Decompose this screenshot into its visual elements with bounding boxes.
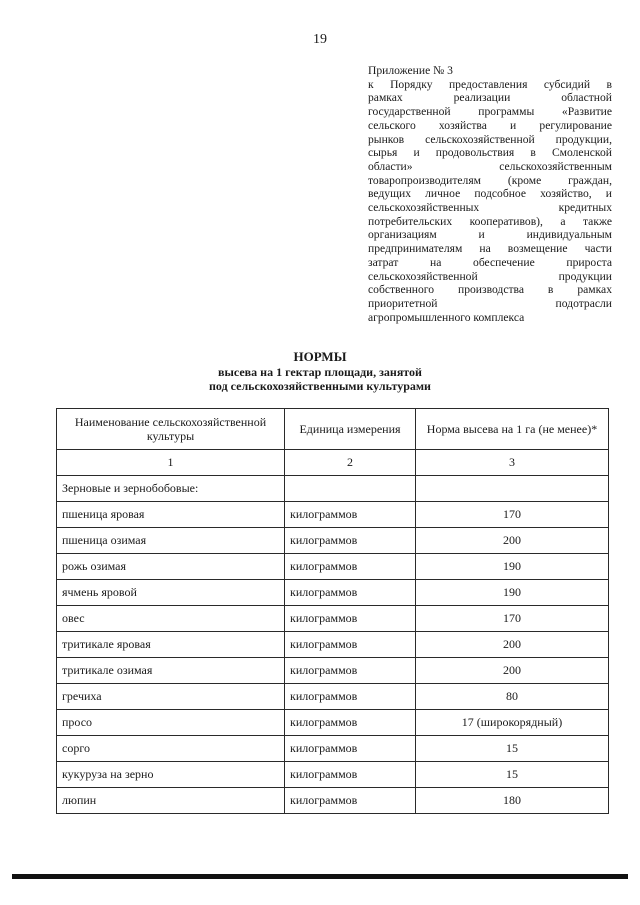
appendix-line: Приложение № 3 [368, 64, 453, 77]
appendix-word: подсобное [474, 187, 527, 201]
unit-cell: килограммов [285, 528, 416, 554]
table-row [57, 606, 609, 632]
unit-cell: килограммов [285, 606, 416, 632]
crop-name-cell: пшеница яровая [57, 502, 285, 528]
unit-cell: килограммов [285, 632, 416, 658]
appendix-word: предпринимателям [368, 242, 463, 256]
appendix-line [368, 105, 612, 119]
norm-cell: 190 [416, 580, 609, 606]
header-norm: Норма высева на 1 га (не менее)* [416, 409, 609, 450]
appendix-word: прироста [566, 255, 612, 269]
appendix-word: программы [478, 105, 535, 119]
appendix-word: производства [457, 283, 525, 297]
appendix-word: личное [425, 187, 461, 201]
document-title [0, 350, 640, 394]
crop-name-cell: тритикале озимая [57, 658, 285, 684]
norm-cell: 15 [416, 736, 609, 762]
header-crop-name: Наименование сельскохозяйственной культуры [57, 409, 285, 450]
appendix-line [368, 297, 612, 311]
crop-name-cell: люпин [57, 788, 285, 814]
appendix-line [368, 228, 612, 242]
appendix-word: предоставления [448, 77, 528, 91]
unit-cell: килограммов [285, 502, 416, 528]
appendix-word: области» [368, 159, 413, 173]
appendix-word: а [560, 214, 566, 228]
appendix-word: к [368, 77, 374, 91]
empty-cell [285, 476, 416, 502]
column-number-row [57, 450, 609, 476]
title-main: НОРМЫ [293, 349, 347, 364]
group-label: Зерновые и зернобобовые: [57, 476, 285, 502]
crop-name-cell: пшеница озимая [57, 528, 285, 554]
unit-cell: килограммов [285, 658, 416, 684]
appendix-word: сельскохозяйственной [368, 269, 478, 283]
appendix-word: товаропроизводителям [368, 173, 481, 187]
norm-cell: 170 [416, 502, 609, 528]
unit-cell: килограммов [285, 684, 416, 710]
appendix-word: граждан, [568, 173, 612, 187]
appendix-word: продовольствия [435, 146, 515, 160]
norm-cell: 180 [416, 788, 609, 814]
norm-cell: 80 [416, 684, 609, 710]
norm-cell: 200 [416, 632, 609, 658]
group-row [57, 476, 609, 502]
appendix-word: также [582, 214, 612, 228]
appendix-line [368, 187, 612, 201]
norm-cell: 17 (широкорядный) [416, 710, 609, 736]
appendix-word: затрат [368, 255, 399, 269]
appendix-line [368, 270, 612, 284]
crop-name-cell: гречиха [57, 684, 285, 710]
table-row [57, 736, 609, 762]
unit-cell: килограммов [285, 580, 416, 606]
table-row [57, 684, 609, 710]
appendix-line [368, 119, 612, 133]
appendix-word: рамках [368, 91, 403, 105]
appendix-word: возмещение [507, 242, 568, 256]
appendix-line [368, 215, 612, 229]
title-line-2: высева на 1 гектар площади, занятой [218, 364, 422, 379]
table-row [57, 788, 609, 814]
appendix-word: индивидуальным [526, 228, 612, 242]
appendix-word: сельскохозяйственной [425, 132, 535, 146]
appendix-word: собственного [368, 283, 435, 297]
appendix-line [368, 256, 612, 270]
column-number: 1 [57, 450, 285, 476]
appendix-word: регулирование [539, 118, 612, 132]
table-row [57, 632, 609, 658]
appendix-word: субсидий [543, 77, 591, 91]
unit-cell: килограммов [285, 788, 416, 814]
appendix-word: (кроме [507, 173, 542, 187]
appendix-word: сельскохозяйственных [368, 201, 480, 215]
appendix-word: государственной [368, 105, 451, 119]
title-line-3: под сельскохозяйственными культурами [209, 379, 431, 393]
table-header-row [57, 409, 609, 450]
empty-cell [416, 476, 609, 502]
crop-name-cell: ячмень яровой [57, 580, 285, 606]
appendix-note [368, 64, 612, 324]
norms-table [56, 408, 609, 814]
appendix-word: организациям [368, 228, 437, 242]
appendix-word: на [479, 242, 491, 256]
appendix-line [368, 201, 612, 215]
page-number: 19 [313, 32, 327, 47]
appendix-line [368, 242, 612, 256]
appendix-word: обеспечение [473, 255, 535, 269]
appendix-word: в [606, 77, 612, 91]
appendix-word: кредитных [558, 201, 612, 215]
table-row [57, 762, 609, 788]
appendix-word: реализации [453, 91, 511, 105]
appendix-line [368, 174, 612, 188]
crop-name-cell: овес [57, 606, 285, 632]
appendix-line: агропромышленного комплекса [368, 310, 525, 324]
appendix-word: сырья [368, 146, 398, 160]
column-number: 3 [416, 450, 609, 476]
column-number: 2 [285, 450, 416, 476]
bottom-rule [12, 874, 628, 879]
appendix-line [368, 283, 612, 297]
appendix-word: приоритетной [368, 296, 438, 310]
appendix-word: в [547, 283, 554, 297]
norm-cell: 200 [416, 528, 609, 554]
crop-name-cell: рожь озимая [57, 554, 285, 580]
appendix-word: подотрасли [555, 296, 612, 310]
unit-cell: килограммов [285, 736, 416, 762]
unit-cell: килограммов [285, 762, 416, 788]
appendix-line [368, 160, 612, 174]
table-row [57, 710, 609, 736]
appendix-word: сельскохозяйственным [499, 159, 612, 173]
appendix-word: хозяйство, [540, 187, 592, 201]
appendix-word: и [510, 118, 517, 132]
norm-cell: 170 [416, 606, 609, 632]
norm-cell: 190 [416, 554, 609, 580]
appendix-line [368, 133, 612, 147]
appendix-word: сельского [368, 118, 416, 132]
appendix-line [368, 91, 612, 105]
crop-name-cell: кукуруза на зерно [57, 762, 285, 788]
appendix-word: «Развитие [561, 105, 612, 119]
appendix-word: продукции [558, 269, 612, 283]
appendix-word: ведущих [368, 187, 412, 201]
appendix-word: рамках [577, 283, 612, 297]
appendix-word: и [605, 187, 612, 201]
norm-cell: 15 [416, 762, 609, 788]
appendix-word: Смоленской [551, 146, 612, 160]
appendix-word: и [413, 146, 420, 160]
appendix-word: Порядку [390, 77, 433, 91]
appendix-word: рынков [368, 132, 405, 146]
table-row [57, 658, 609, 684]
appendix-word: на [430, 255, 442, 269]
appendix-word: хозяйства [438, 118, 487, 132]
header-unit: Единица измерения [285, 409, 416, 450]
appendix-word: продукции, [555, 132, 612, 146]
table-row [57, 580, 609, 606]
crop-name-cell: сорго [57, 736, 285, 762]
appendix-word: потребительских [368, 214, 453, 228]
appendix-word: и [478, 228, 485, 242]
appendix-word: кооперативов), [469, 214, 543, 228]
appendix-word: в [530, 146, 536, 160]
appendix-line [368, 78, 612, 92]
table-row [57, 528, 609, 554]
crop-name-cell: тритикале яровая [57, 632, 285, 658]
table-row [57, 554, 609, 580]
unit-cell: килограммов [285, 710, 416, 736]
norm-cell: 200 [416, 658, 609, 684]
table-row [57, 502, 609, 528]
crop-name-cell: просо [57, 710, 285, 736]
unit-cell: килограммов [285, 554, 416, 580]
appendix-line [368, 146, 612, 160]
appendix-word: областной [561, 91, 612, 105]
appendix-word: части [584, 242, 612, 256]
